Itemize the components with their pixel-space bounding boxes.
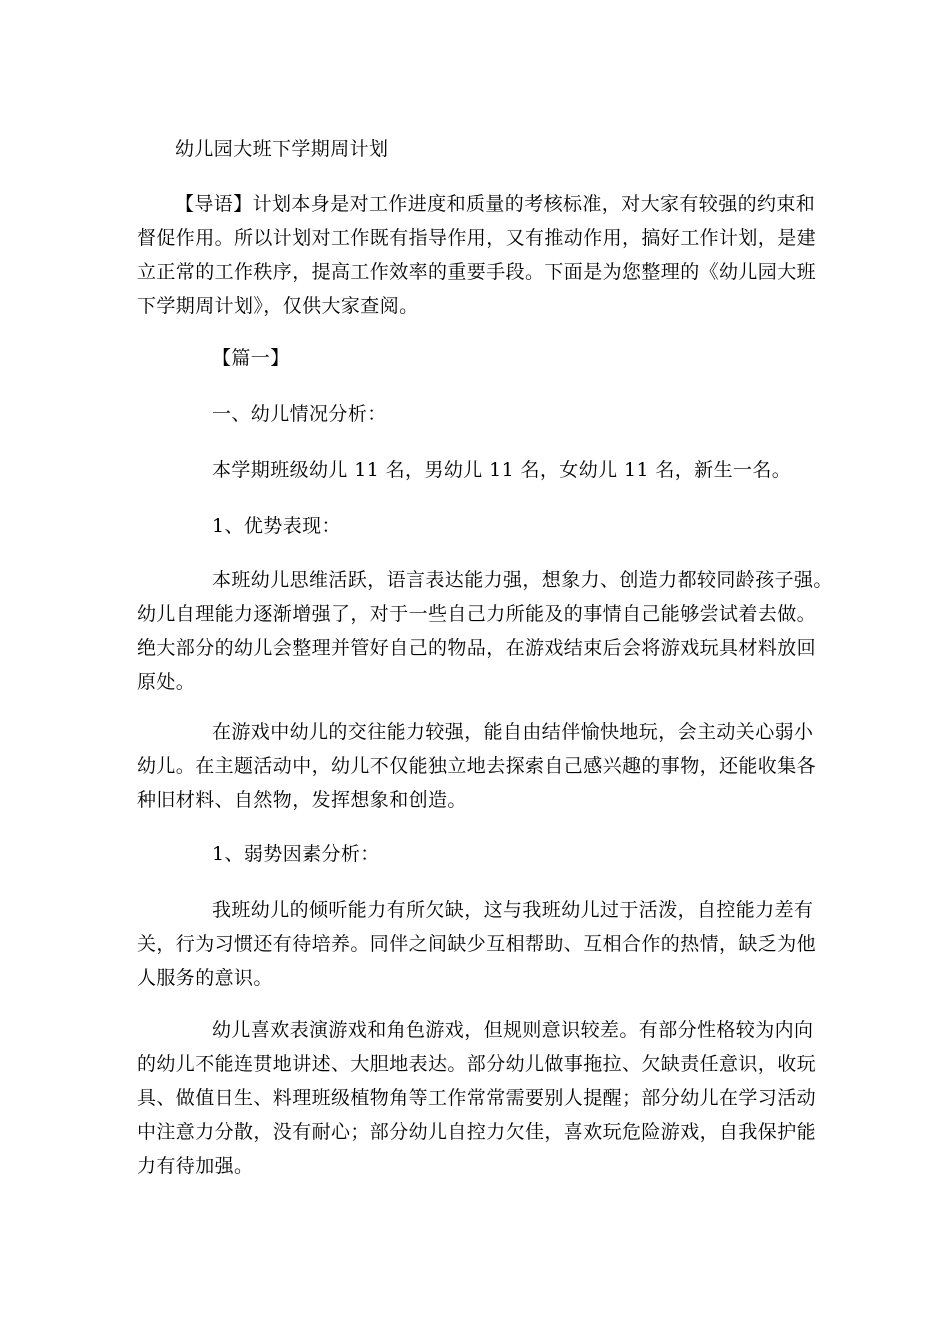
paragraph-line: 具、做值日生、料理班级植物角等工作常常需要别人提醒；部分幼儿在学习活动 [137, 1087, 817, 1109]
paragraph-line: 关，行为习惯还有待培养。同伴之间缺少互相帮助、互相合作的热情，缺乏为他 [137, 933, 817, 955]
paragraph-line: 的幼儿不能连贯地讲述、大胆地表达。部分幼儿做事拖拉、欠缺责任意识，收玩 [137, 1053, 817, 1075]
paragraph-line: 绝大部分的幼儿会整理并管好自己的物品，在游戏结束后会将游戏玩具材料放回 [137, 637, 817, 659]
paragraph-line: 在游戏中幼儿的交往能力较强，能自由结伴愉快地玩，会主动关心弱小 [212, 721, 814, 743]
section-label: 【篇一】 [212, 347, 290, 369]
class-info-paragraph: 本学期班级幼儿 11 名，男幼儿 11 名，女幼儿 11 名，新生一名。 [212, 459, 792, 481]
paragraph-line: 幼儿。在主题活动中，幼儿不仅能独立地去探索自己感兴趣的事物，还能收集各 [137, 755, 817, 777]
paragraph-line: 人服务的意识。 [137, 967, 273, 989]
paragraph-line: 我班幼儿的倾听能力有所欠缺，这与我班幼儿过于活泼，自控能力差有 [212, 899, 814, 921]
section-heading: 一、幼儿情况分析： [212, 403, 387, 425]
intro-line: 督促作用。所以计划对工作既有指导作用，又有推动作用，搞好工作计划，是建 [137, 227, 817, 249]
intro-line: 立正常的工作秩序，提高工作效率的重要手段。下面是为您整理的《幼儿园大班 [137, 261, 817, 283]
weakness-heading: 1、弱势因素分析： [212, 843, 380, 865]
paragraph-line: 中注意力分散，没有耐心；部分幼儿自控力欠佳，喜欢玩危险游戏，自我保护能 [137, 1121, 817, 1143]
paragraph-line: 种旧材料、自然物，发挥想象和创造。 [137, 789, 467, 811]
advantages-heading: 1、优势表现： [212, 515, 341, 537]
intro-line: 【导语】计划本身是对工作进度和质量的考核标准，对大家有较强的约束和 [175, 193, 816, 215]
paragraph-line: 幼儿自理能力逐渐增强了，对于一些自己力所能及的事情自己能够尝试着去做。 [137, 603, 817, 625]
paragraph-line: 幼儿喜欢表演游戏和角色游戏，但规则意识较差。有部分性格较为内向 [212, 1019, 814, 1041]
paragraph-line: 本班幼儿思维活跃，语言表达能力强，想象力、创造力都较同龄孩子强。 [212, 569, 833, 591]
document-title: 幼儿园大班下学期周计划 [175, 138, 389, 160]
intro-line: 下学期周计划》，仅供大家查阅。 [137, 295, 419, 317]
paragraph-line: 原处。 [137, 671, 196, 693]
paragraph-line: 力有待加强。 [137, 1155, 254, 1177]
